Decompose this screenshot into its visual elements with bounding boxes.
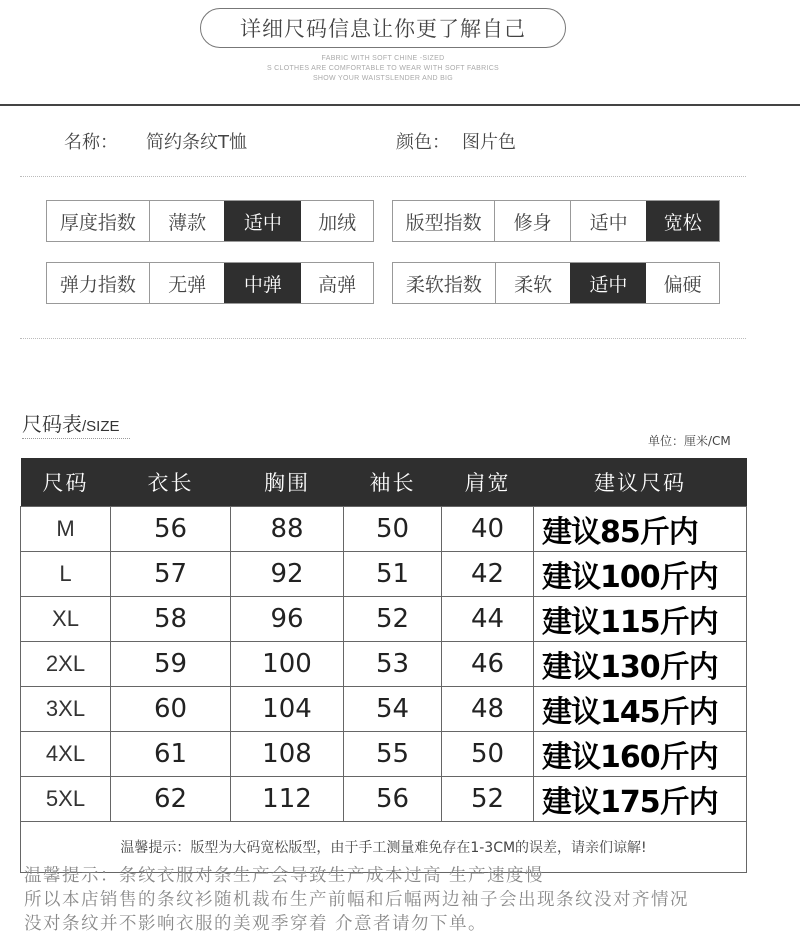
unit-label: 单位：厘米/CM <box>648 434 731 448</box>
thickness-option-fleece: 加绒 <box>318 211 357 234</box>
size-table-title-en: /SIZE <box>82 418 120 435</box>
table-row <box>21 552 747 597</box>
softness-option-hard: 偏硬 <box>663 273 702 296</box>
product-name-value: 简约条纹T恤 <box>146 132 247 153</box>
cell-size: 5XL <box>21 777 111 822</box>
cell-chest: 108 <box>231 732 344 777</box>
cell-size: L <box>21 552 111 597</box>
cell-shoulder: 46 <box>442 642 534 687</box>
cell-size: 4XL <box>21 732 111 777</box>
cell-chest: 104 <box>231 687 344 732</box>
cell-size: XL <box>21 597 111 642</box>
thickness-index <box>46 200 374 242</box>
header-length: 衣长 <box>111 458 231 507</box>
size-title-underline <box>22 438 130 439</box>
dotted-divider <box>20 176 746 177</box>
cell-shoulder: 42 <box>442 552 534 597</box>
cell-shoulder: 44 <box>442 597 534 642</box>
fit-option-loose-selected: 宽松 <box>646 201 719 241</box>
table-row <box>21 507 747 552</box>
softness-index-label: 柔软指数 <box>405 273 482 296</box>
footer-notice-2: 所以本店销售的条纹衫随机裁布生产前幅和后幅两边袖子会出现条纹没对齐情况 <box>24 890 689 910</box>
header-recommended: 建议尺码 <box>534 458 747 507</box>
cell-size: M <box>21 507 111 552</box>
table-row <box>21 642 747 687</box>
elasticity-option-high: 高弹 <box>318 273 357 296</box>
cell-chest: 100 <box>231 642 344 687</box>
cell-length: 58 <box>111 597 231 642</box>
fit-option-slim: 修身 <box>494 201 570 241</box>
header-banner: 详细尺码信息让你更了解自己 <box>200 8 566 48</box>
cell-shoulder: 40 <box>442 507 534 552</box>
size-table <box>20 458 747 873</box>
header-subtext-3: SHOW YOUR WAISTSLENDER AND BIG <box>312 75 454 82</box>
cell-chest: 88 <box>231 507 344 552</box>
size-table-title-cn: 尺码表 <box>22 412 82 436</box>
cell-recommended: 建议160斤内 <box>534 732 747 777</box>
header-divider <box>0 104 800 106</box>
cell-size: 2XL <box>21 642 111 687</box>
thickness-option-thin: 薄款 <box>149 201 225 241</box>
fit-index-label: 版型指数 <box>405 211 482 234</box>
cell-sleeve: 50 <box>344 507 442 552</box>
elasticity-option-none: 无弹 <box>149 263 225 303</box>
elasticity-index <box>46 262 374 304</box>
cell-sleeve: 52 <box>344 597 442 642</box>
header-chest: 胸围 <box>231 458 344 507</box>
dotted-divider <box>20 338 746 339</box>
thickness-option-medium-selected: 适中 <box>224 201 301 241</box>
cell-shoulder: 50 <box>442 732 534 777</box>
cell-recommended: 建议115斤内 <box>534 597 747 642</box>
table-row <box>21 597 747 642</box>
cell-sleeve: 55 <box>344 732 442 777</box>
softness-option-medium-selected: 适中 <box>570 263 646 303</box>
cell-recommended: 建议85斤内 <box>534 507 747 552</box>
cell-recommended: 建议130斤内 <box>534 642 747 687</box>
elasticity-index-label: 弹力指数 <box>59 273 136 296</box>
product-color-label: 颜色： <box>396 132 450 153</box>
fit-option-regular: 适中 <box>570 201 647 241</box>
table-row <box>21 777 747 822</box>
cell-recommended: 建议100斤内 <box>534 552 747 597</box>
header-sleeve: 袖长 <box>344 458 442 507</box>
cell-shoulder: 52 <box>442 777 534 822</box>
cell-recommended: 建议145斤内 <box>534 687 747 732</box>
footer-notice-3: 没对条纹并不影响衣服的美观季穿着 介意者请勿下单。 <box>24 914 488 934</box>
cell-length: 59 <box>111 642 231 687</box>
cell-length: 56 <box>111 507 231 552</box>
elasticity-option-medium-selected: 中弹 <box>224 263 301 303</box>
cell-sleeve: 53 <box>344 642 442 687</box>
footer-notice-1: 温馨提示：条纹衣服对条生产会导致生产成本过高 生产速度慢 <box>24 866 545 886</box>
cell-sleeve: 56 <box>344 777 442 822</box>
table-row <box>21 687 747 732</box>
size-tip: 温馨提示：版型为大码宽松版型，由于手工测量难免存在1-3CM的误差，请亲们谅解! <box>21 822 747 873</box>
header-shoulder: 肩宽 <box>442 458 534 507</box>
cell-chest: 92 <box>231 552 344 597</box>
cell-chest: 112 <box>231 777 344 822</box>
header-subtext-2: S CLOTHES ARE COMFORTABLE TO WEAR WITH SOFT FABRICS <box>266 65 500 72</box>
thickness-index-label: 厚度指数 <box>59 211 136 234</box>
size-table-header-row <box>21 458 747 507</box>
cell-size: 3XL <box>21 687 111 732</box>
product-name-label: 名称： <box>64 132 118 153</box>
header-size: 尺码 <box>21 458 111 507</box>
cell-sleeve: 54 <box>344 687 442 732</box>
softness-option-soft: 柔软 <box>495 263 571 303</box>
fit-index <box>392 200 720 242</box>
softness-index <box>392 262 720 304</box>
header-subtext-1: FABRIC WITH SOFT CHINE -SIZED <box>321 55 445 62</box>
cell-length: 57 <box>111 552 231 597</box>
table-row <box>21 732 747 777</box>
cell-chest: 96 <box>231 597 344 642</box>
cell-length: 60 <box>111 687 231 732</box>
product-color-value: 图片色 <box>462 132 516 153</box>
cell-sleeve: 51 <box>344 552 442 597</box>
cell-recommended: 建议175斤内 <box>534 777 747 822</box>
cell-length: 62 <box>111 777 231 822</box>
cell-length: 61 <box>111 732 231 777</box>
size-table-title <box>22 408 120 437</box>
cell-shoulder: 48 <box>442 687 534 732</box>
